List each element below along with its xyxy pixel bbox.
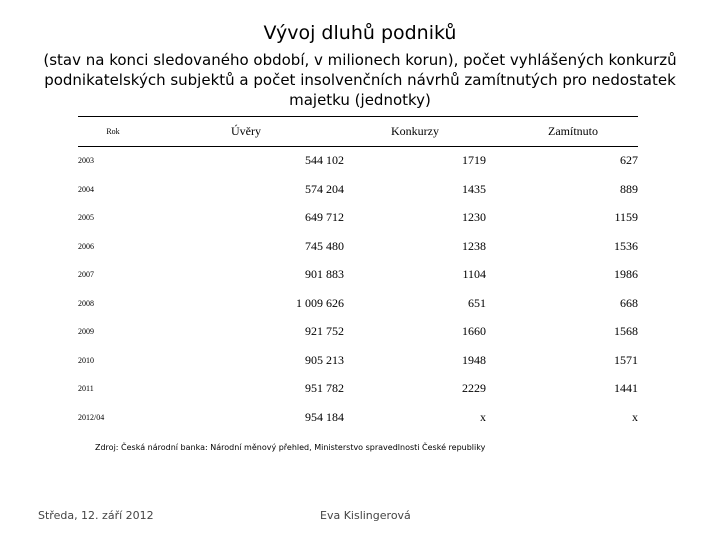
cell-year: 2010: [78, 355, 94, 365]
cell-year: 2004: [78, 184, 94, 194]
cell-konkurzy: 1238: [462, 238, 486, 253]
cell-year: 2003: [78, 156, 94, 166]
table-row: [78, 261, 638, 290]
table-row: [78, 346, 638, 375]
cell-year: 2007: [78, 270, 94, 280]
cell-year: 2006: [78, 241, 94, 251]
cell-uvery: 745 480: [305, 238, 344, 253]
cell-konkurzy: 1435: [462, 181, 486, 196]
cell-konkurzy: 1104: [462, 267, 486, 282]
table-row: [78, 403, 638, 432]
cell-uvery: 1 009 626: [296, 295, 344, 310]
cell-zamitnuto: 1536: [614, 238, 638, 253]
table-header-row: [78, 117, 638, 147]
cell-zamitnuto: x: [632, 409, 638, 424]
cell-konkurzy: 1230: [462, 210, 486, 225]
header-year: Rok: [78, 117, 148, 147]
source-note: Zdroj: Česká národní banka: Národní měnový přehled, Ministerstvo spravedlnosti České republiky: [95, 443, 486, 452]
cell-year: 2008: [78, 298, 94, 308]
page-subtitle: (stav na konci sledovaného období, v milionech korun), počet vyhlášených konkurzů podnikatelských subjektů a počet insolvenčních návrhů zamítnutých pro nedostatek majetku (jednotky): [43, 51, 677, 109]
header-konkurzy: Konkurzy: [344, 117, 486, 147]
footer-author: Eva Kislingerová: [320, 509, 411, 522]
cell-uvery: 649 712: [305, 210, 344, 225]
header-uvery: Úvěry: [148, 117, 344, 147]
cell-konkurzy: 651: [468, 295, 486, 310]
cell-year: 2005: [78, 213, 94, 223]
cell-zamitnuto: 668: [620, 295, 638, 310]
table-row: [78, 204, 638, 233]
cell-year: 2011: [78, 384, 94, 394]
cell-konkurzy: 1719: [462, 153, 486, 168]
table-row: [78, 289, 638, 318]
cell-zamitnuto: 1441: [614, 381, 638, 396]
cell-uvery: 901 883: [305, 267, 344, 282]
cell-uvery: 905 213: [305, 352, 344, 367]
cell-konkurzy: 2229: [462, 381, 486, 396]
cell-uvery: 951 782: [305, 381, 344, 396]
table-row: [78, 232, 638, 261]
footer-date: Středa, 12. září 2012: [38, 509, 154, 522]
cell-uvery: 921 752: [305, 324, 344, 339]
cell-zamitnuto: 1571: [614, 352, 638, 367]
cell-year: 2009: [78, 327, 94, 337]
cell-uvery: 954 184: [305, 409, 344, 424]
cell-year: 2012/04: [78, 412, 105, 422]
table-row: [78, 318, 638, 347]
cell-zamitnuto: 1568: [614, 324, 638, 339]
cell-zamitnuto: 1159: [614, 210, 638, 225]
table-row: [78, 375, 638, 404]
page-title: Vývoj dluhů podniků: [263, 22, 457, 44]
cell-uvery: 574 204: [305, 181, 344, 196]
table-row: [78, 146, 638, 175]
data-table: [78, 116, 638, 432]
table-row: [78, 175, 638, 204]
cell-zamitnuto: 627: [620, 153, 638, 168]
cell-konkurzy: x: [480, 409, 486, 424]
cell-uvery: 544 102: [305, 153, 344, 168]
cell-zamitnuto: 889: [620, 181, 638, 196]
header-zamitnuto: Zamítnuto: [486, 117, 638, 147]
cell-konkurzy: 1660: [462, 324, 486, 339]
cell-zamitnuto: 1986: [614, 267, 638, 282]
cell-konkurzy: 1948: [462, 352, 486, 367]
